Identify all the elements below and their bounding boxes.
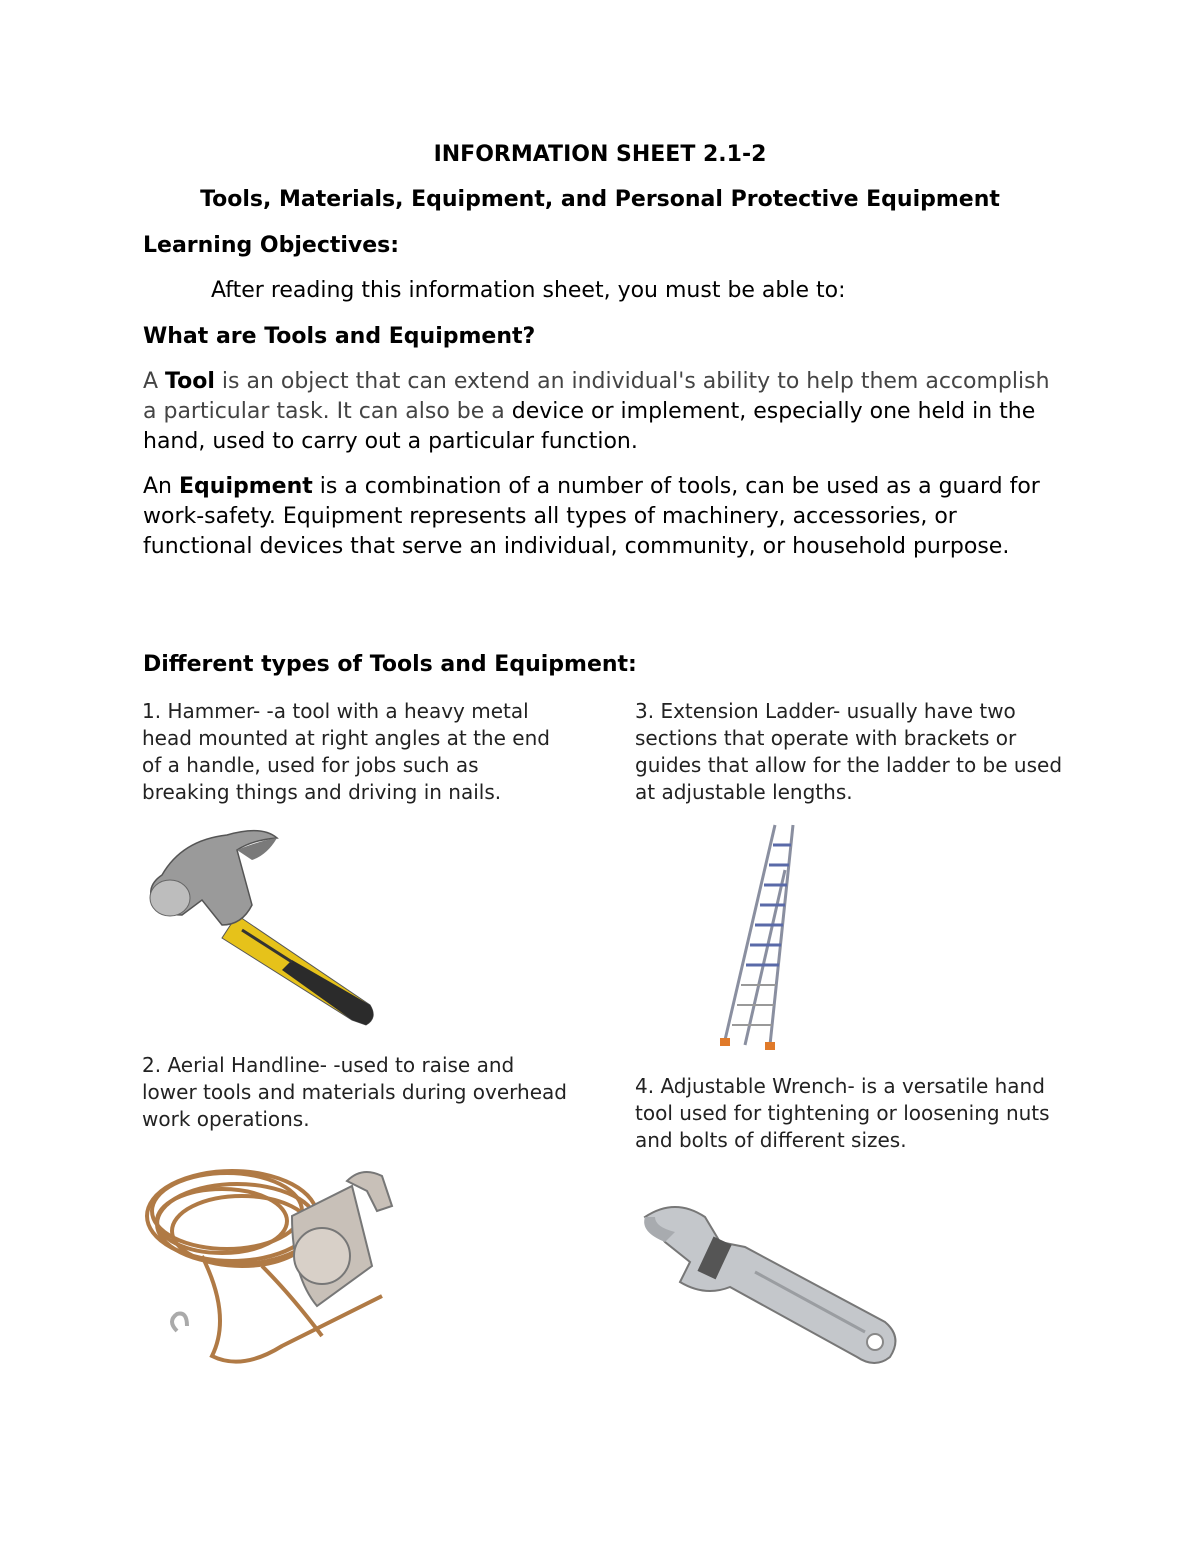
tool-def-lead: A: [143, 369, 166, 394]
hammer-description: 1. Hammer- -a tool with a heavy metal head mounted at right angles at the end of a handle, used for jobs such as breaking things and driving in nails.: [142, 699, 550, 804]
tool-term: Tool: [165, 369, 215, 394]
objectives-intro: After reading this information sheet, you must be able to:: [211, 278, 846, 303]
ladder-description: 3. Extension Ladder- usually have two sections that operate with brackets or guides that allow for the ladder to be used at adjustable lengths.: [635, 699, 1063, 804]
document-title: INFORMATION SHEET 2.1-2: [433, 142, 767, 167]
tool-def-rest: is an object that can extend an individual's ability to help them accomplish a particular task. It can also be a: [143, 369, 1050, 424]
tool-def-device: device or implement, especially one held in the hand, used to carry out a particular function.: [143, 399, 1036, 454]
equipment-definition-paragraph: [143, 472, 1063, 562]
document-subtitle: Tools, Materials, Equipment, and Personal Protective Equipment: [200, 187, 1000, 212]
equip-def-rest: is a combination of a number of tools, can be used as a guard for work-safety. Equipment represents all types of machinery, accessories, or functional devices that serve an individual, community, or household purpose.: [143, 474, 1040, 559]
wrench-icon: [635, 1197, 900, 1382]
handline-icon: [142, 1146, 402, 1382]
tool-definition-paragraph: [143, 367, 1063, 457]
equipment-term: Equipment: [179, 474, 313, 499]
wrench-description: 4. Adjustable Wrench- is a versatile hand tool used for tightening or loosening nuts and bolts of different sizes.: [635, 1074, 1050, 1152]
what-are-tools-heading: What are Tools and Equipment?: [143, 324, 536, 349]
hammer-icon: [142, 820, 382, 1035]
learning-objectives-heading: Learning Objectives:: [143, 233, 400, 258]
handline-description: 2. Aerial Handline- -used to raise and lower tools and materials during overhead work operations.: [142, 1053, 567, 1131]
equip-def-lead: An: [143, 474, 179, 499]
different-types-heading: Different types of Tools and Equipment:: [143, 652, 637, 677]
ladder-icon: [635, 820, 900, 1055]
